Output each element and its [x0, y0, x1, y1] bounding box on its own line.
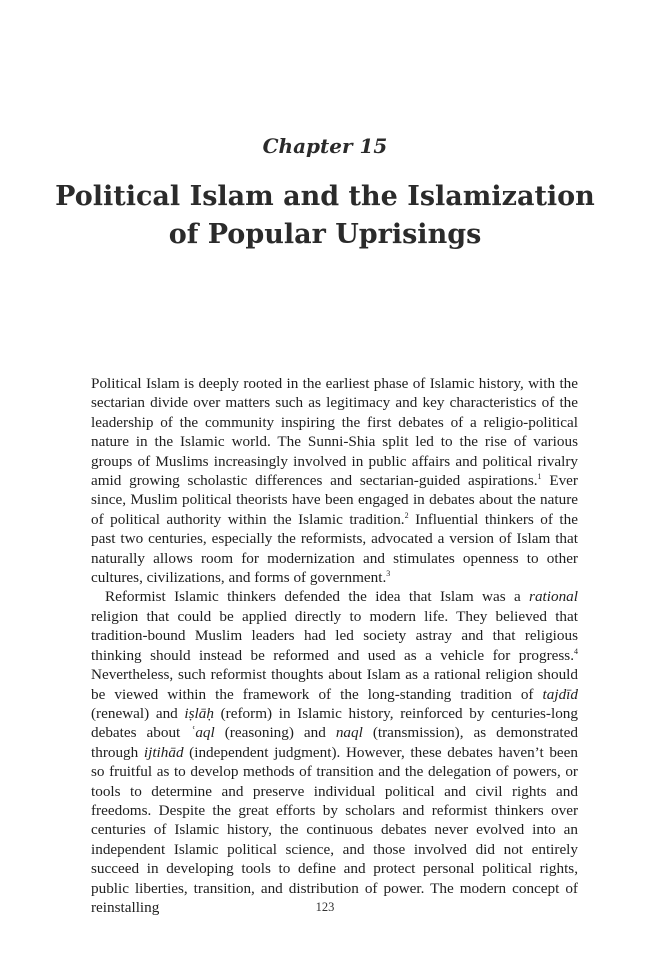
footnote-ref-2: 2: [404, 510, 409, 520]
paragraph-2-text-3: Nevertheless, such reformist thoughts about Islam as a rational religion should be viewed within the framework of the long-standing tradition of: [91, 666, 578, 703]
footnote-ref-1: 1: [537, 471, 542, 481]
paragraph-1-text-1: Political Islam is deeply rooted in the earliest phase of Islamic history, with the sectarian divide over matters such as legitimacy and key characteristics of the leadership of the community inspiring the first debates of a religio-political nature in the Islamic world. The Sunni-Shia split led to the rise of various groups of Muslims increasingly involved in public affairs and political rivalry amid growing scholastic differences and sectarian-guided aspirations.: [91, 375, 578, 490]
chapter-title-line-2: of Popular Uprisings: [168, 219, 482, 250]
paragraph-2-text-5: (reform) in Islamic history, reinforced by centuries-long debates about: [91, 704, 578, 742]
paragraph-1-text-2: Ever since, Muslim political theorists have been engaged in debates about the nature of political authority within the Islamic tradition.: [91, 472, 578, 528]
page-number: 123: [315, 900, 335, 914]
paragraph-2: [91, 587, 578, 917]
italic-term-islah: iṣlāḥ: [184, 704, 214, 722]
paragraph-2-text-2: religion that could be applied directly to modern life. They believed that tradition-bound Muslim leaders had led society astray and that religious thinking should instead be reformed and used as a vehicle for progress.: [91, 607, 578, 664]
paragraph-2-text-6: (reasoning) and: [214, 724, 336, 742]
paragraph-2-text-8: (independent judgment). However, these debates haven’t been so fruitful as to develop methods of transition and the delegation of powers, or tools to determine and preserve individual political and civil rights and freedoms. Despite the great efforts by scholars and reformist thinkers over centuries of Islamic history, the continuous debates never evolved into an independent Islamic political science, and those involved did not entirely succeed in developing tools to define and protect personal political rights, public liberties, transition, and distribution of power. The modern concept of reinstalling: [91, 743, 578, 916]
italic-term-ijtihad: ijtihād: [143, 743, 184, 761]
footnote-ref-3: 3: [386, 569, 391, 578]
italic-term-rational: rational: [529, 588, 578, 606]
chapter-title: [40, 178, 610, 254]
italic-term-naql: naql: [335, 724, 363, 742]
paragraph-2-text-1: Reformist Islamic thinkers defended the idea that Islam was a: [105, 588, 530, 606]
chapter-label: Chapter 15: [262, 134, 388, 158]
italic-term-tajdid: tajdīd: [542, 685, 578, 703]
paragraph-1: [91, 374, 578, 587]
italic-term-aql: ʿaql: [190, 724, 215, 742]
footnote-ref-4: 4: [574, 646, 578, 656]
body-text: [91, 374, 578, 917]
paragraph-2-text-4: (renewal) and: [91, 704, 185, 722]
chapter-title-line-1: Political Islam and the Islamization: [55, 181, 595, 212]
paragraph-2-text-7: (transmission), as demonstrated through: [91, 724, 578, 761]
paragraph-1-text-3: Influential thinkers of the past two centuries, especially the reformists, advocated a version of Islam that naturally allows room for modernization and stimulates openness to other cultures, civilizations, and forms of government.: [91, 510, 578, 587]
